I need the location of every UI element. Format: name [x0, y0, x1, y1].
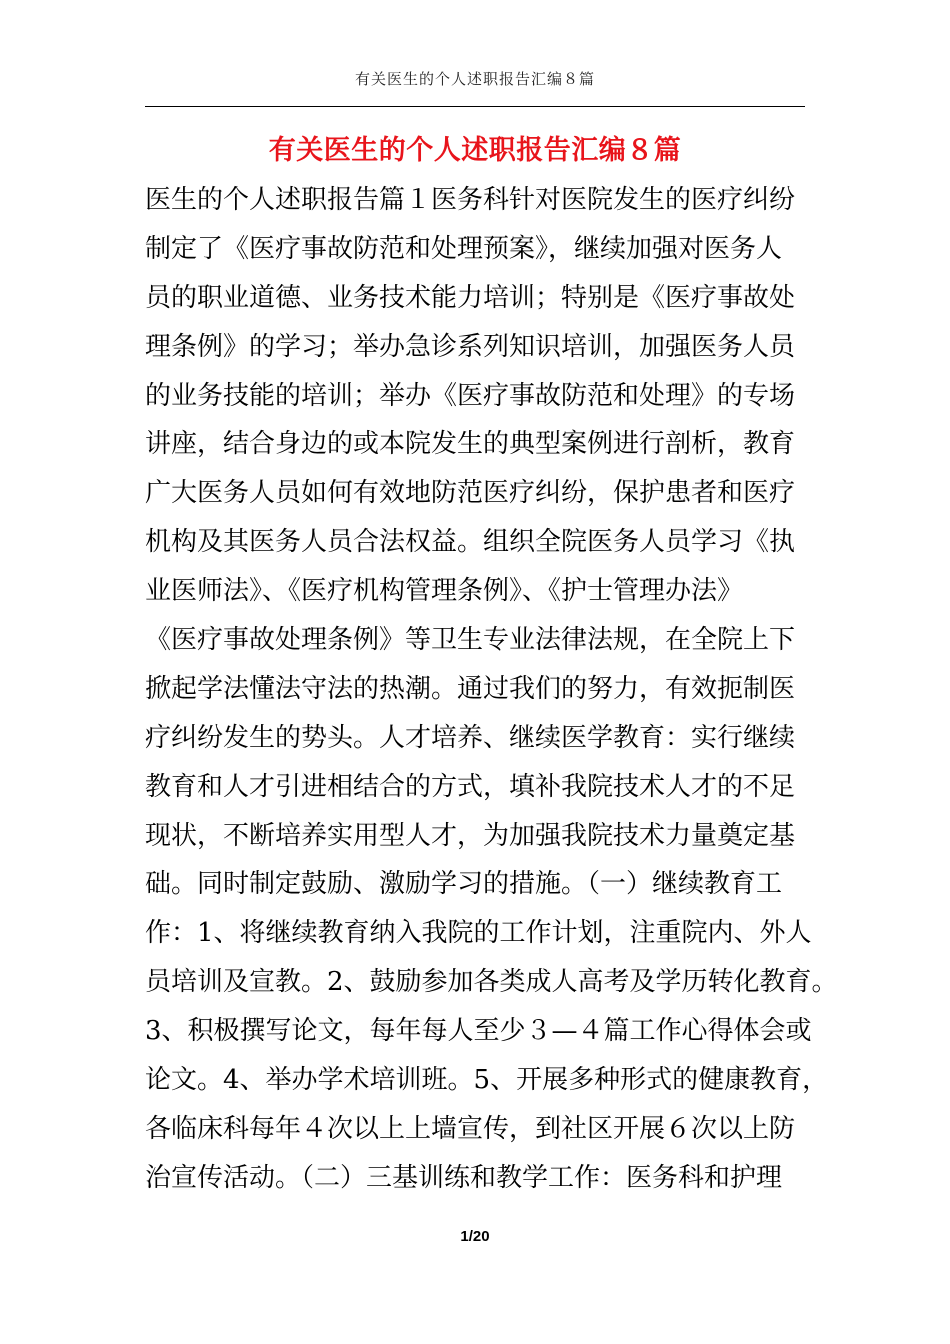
document-title: 有关医生的个人述职报告汇编８篇 [268, 135, 682, 166]
running-header: 有关医生的个人述职报告汇编８篇 [354, 70, 595, 88]
body-line: 《医疗事故处理条例》等卫生专业法律法规，在全院上下 [145, 625, 796, 656]
body-line: 教育和人才引进相结合的方式，填补我院技术人才的不足 [145, 771, 796, 802]
body-line: 业医师法》、《医疗机构管理条例》、《护士管理办法》 [145, 576, 744, 607]
body-line: 作：1、将继续教育纳入我院的工作计划，注重院内、外人 [145, 918, 812, 949]
body-line: 论文。4、举办学术培训班。5、开展多种形式的健康教育， [145, 1065, 829, 1096]
body-line: 掀起学法懂法守法的热潮。通过我们的努力，有效扼制医 [145, 673, 796, 704]
body-line: 疗纠纷发生的势头。人才培养、继续医学教育：实行继续 [145, 722, 796, 753]
body-line: 现状，不断培养实用型人才，为加强我院技术力量奠定基 [145, 820, 796, 851]
body-line: 各临床科每年４次以上上墙宣传，到社区开展６次以上防 [145, 1113, 796, 1144]
body-line: 讲座，结合身边的或本院发生的典型案例进行剖析，教育 [145, 429, 796, 460]
body-line: 的业务技能的培训；举办《医疗事故防范和处理》的专场 [145, 380, 796, 411]
body-line: 制定了《医疗事故防范和处理预案》，继续加强对医务人 [145, 233, 783, 264]
body-line: 医生的个人述职报告篇１医务科针对医院发生的医疗纠纷 [145, 185, 796, 215]
body-line: 础。同时制定鼓励、激励学习的措施。（一）继续教育工 [145, 869, 783, 900]
page-number: 1/20 [460, 1228, 490, 1245]
body-line: 机构及其医务人员合法权益。组织全院医务人员学习《执 [145, 527, 796, 558]
body-line: 员培训及宣教。2、鼓励参加各类成人高考及学历转化教育。 [145, 967, 838, 998]
header-divider [145, 106, 805, 107]
body-line: 广大医务人员如何有效地防范医疗纠纷，保护患者和医疗 [145, 478, 796, 509]
body-line: 员的职业道德、业务技术能力培训；特别是《医疗事故处 [145, 282, 796, 313]
body-line: 治宣传活动。（二）三基训练和教学工作：医务科和护理 [145, 1162, 783, 1193]
body-text [145, 176, 838, 1203]
body-line: 3、积极撰写论文，每年每人至少３—４篇工作心得体会或 [145, 1016, 812, 1047]
body-line: 理条例》的学习；举办急诊系列知识培训，加强医务人员 [145, 331, 796, 362]
